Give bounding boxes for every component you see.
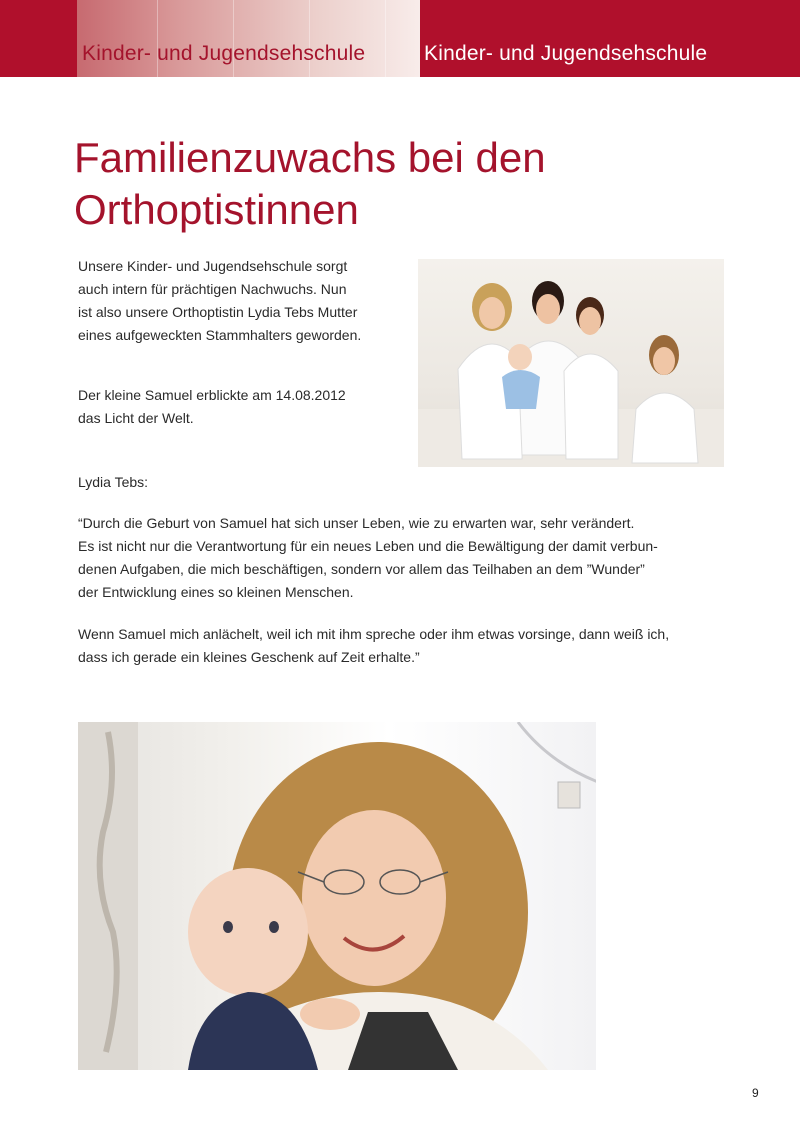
- birth-line-1: Der kleine Samuel erblickte am 14.08.2012: [78, 387, 346, 403]
- intro-paragraph: [78, 255, 408, 347]
- intro-line-4: eines aufgeweckten Stammhalters geworden.: [78, 327, 362, 343]
- team-photo: [418, 259, 724, 467]
- page-title: [74, 132, 734, 236]
- quote-paragraph-2: [78, 623, 758, 669]
- quote1-line-1: “Durch die Geburt von Samuel hat sich unser Leben, wie zu erwarten war, sehr verändert.: [78, 515, 635, 531]
- birth-paragraph: [78, 384, 408, 430]
- header-label-right: Kinder- und Jugendsehschule: [424, 42, 708, 65]
- quote1-line-3: denen Aufgaben, die mich beschäftigen, sondern vor allem das Teilhaben an dem ”Wunder”: [78, 561, 645, 577]
- quote2-line-1: Wenn Samuel mich anlächelt, weil ich mit ihm spreche oder ihm etwas vorsinge, dann weiß ich,: [78, 626, 670, 642]
- quote-paragraph-1: [78, 512, 738, 604]
- mother-baby-illustration: [78, 722, 596, 1070]
- page-number: 9: [752, 1086, 759, 1100]
- mother-baby-photo: [78, 722, 596, 1070]
- quote1-line-2: Es ist nicht nur die Verantwortung für ein neues Leben und die Bewältigung der damit verbun-: [78, 538, 658, 554]
- birth-line-2: das Licht der Welt.: [78, 410, 194, 426]
- intro-line-3: ist also unsere Orthoptistin Lydia Tebs Mutter: [78, 304, 358, 320]
- quote2-line-2: dass ich gerade ein kleines Geschenk auf Zeit erhalte.”: [78, 649, 420, 665]
- quote1-line-4: der Entwicklung eines so kleinen Menschen.: [78, 584, 354, 600]
- speaker-label: Lydia Tebs:: [78, 474, 149, 490]
- intro-line-1: Unsere Kinder- und Jugendsehschule sorgt: [78, 258, 348, 274]
- header-label-left: Kinder- und Jugendsehschule: [82, 42, 366, 65]
- team-photo-illustration: [418, 259, 724, 467]
- intro-line-2: auch intern für prächtigen Nachwuchs. Nun: [78, 281, 347, 297]
- title-line-2: Orthoptistinnen: [74, 186, 359, 233]
- title-line-1: Familienzuwachs bei den: [74, 134, 546, 181]
- header-bar: [0, 0, 800, 77]
